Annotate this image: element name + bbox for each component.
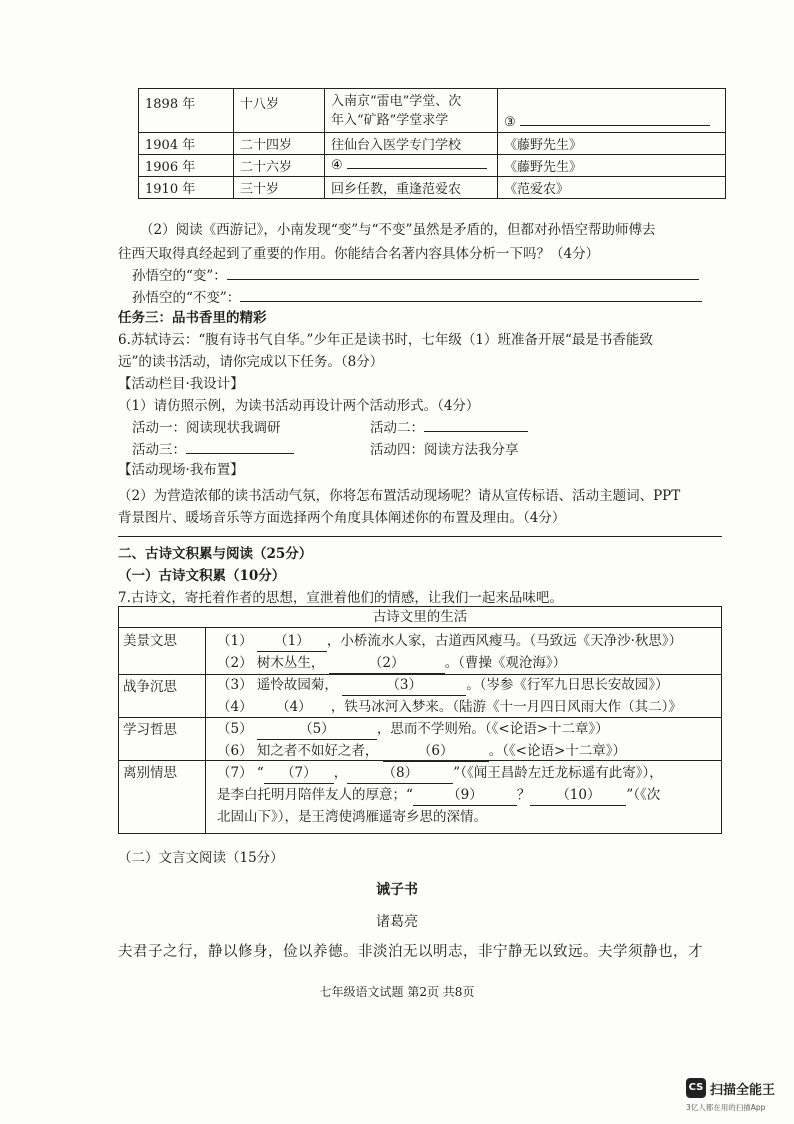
answer-blank[interactable]: （2） [329, 653, 445, 674]
watermark-tagline: 3亿人都在用的扫描App [686, 1103, 766, 1112]
blank-marker: ④ [331, 158, 343, 173]
item-number: （4） [217, 699, 253, 715]
q7-stem: 7.古诗文，寄托着作者的思想，宣泄着他们的情感，让我们一起来品味吧。 [118, 590, 563, 606]
category-farewell: 离别情思 [123, 765, 177, 781]
poem-text: （6） 知之者不如好之者， [217, 743, 379, 759]
answer-blank[interactable] [240, 301, 702, 302]
task3-title: 任务三：品书香里的精彩 [118, 310, 267, 326]
event-line: 入南京“雷电”学堂、次 [331, 93, 462, 109]
bian-label: 孙悟空的“变”： [132, 268, 227, 284]
table-row [139, 177, 726, 199]
poem-text: （3） 遥怜故园菊， [217, 677, 338, 693]
poem-line-6 [217, 741, 626, 762]
essay-line-1: 夫君子之行，静以修身，俭以养德。非淡泊无以明志，非宁静无以致远。夫学须静也，才 [118, 944, 703, 960]
age-cell: 二十六岁 [234, 155, 325, 177]
category-war: 战争沉思 [123, 679, 177, 695]
q5-2-line1: （2）阅读《西游记》，小南发现“变”与“不变”虽然是矛盾的，但都对孙悟空帮助师傅去 [140, 222, 656, 238]
answer-blank[interactable] [227, 279, 699, 280]
q6-line1: 6.苏轼诗云：“腹有诗书气自华。”少年正是读书时，七年级（1）班准备开展“最是书香能致 [118, 332, 653, 348]
answer-blank[interactable]: （10） [530, 785, 626, 806]
answer-blank[interactable]: （6） [383, 741, 489, 762]
poem-text: 。（曹操《观沧海》） [444, 655, 567, 671]
column-layout-heading: 【活动现场·我布置】 [118, 462, 244, 478]
event-cell: 往仙台入医学专门学校 [325, 133, 498, 155]
poetry-table-title: 古诗文里的生活 [119, 607, 721, 628]
category-scenery: 美景文思 [123, 633, 177, 649]
poem-text: ， [333, 765, 348, 781]
bian-answer [132, 266, 699, 286]
poem-text: 是李白托明月陪伴友人的厚意；“ [217, 787, 413, 803]
poem-line-1 [217, 631, 682, 652]
answer-blank[interactable]: （1） [257, 631, 327, 652]
poem-text: ”（《次 [626, 787, 661, 803]
poem-text: ？ [516, 787, 531, 803]
answer-blank[interactable] [520, 125, 710, 126]
answer-blank[interactable] [424, 431, 528, 432]
answer-blank[interactable]: （9） [413, 785, 517, 806]
q6-line2: 远”的读书活动，请你完成以下任务。（8分） [118, 354, 384, 370]
essay-author: 诸葛亮 [376, 914, 418, 930]
event-cell [325, 89, 498, 133]
blank-marker: ③ [504, 115, 516, 130]
item-number: （1） [217, 633, 253, 649]
poem-text: ，思而不学则殆。（《<论语>十二章》） [376, 721, 609, 737]
poem-line-7 [217, 763, 663, 784]
answer-line[interactable] [118, 536, 722, 537]
answer-blank[interactable] [347, 168, 487, 169]
year-cell: 1910 年 [139, 177, 234, 199]
column-design-heading: 【活动栏目·我设计】 [118, 376, 244, 392]
answer-blank[interactable]: （5） [257, 719, 377, 740]
item-number: （5） [217, 721, 253, 737]
section2-title: 二、古诗文积累与阅读（25分） [118, 546, 313, 562]
year-cell: 1904 年 [139, 133, 234, 155]
event-cell [325, 155, 498, 177]
category-study: 学习哲思 [123, 722, 177, 738]
activity-1: 活动一：阅读现状我调研 [132, 420, 281, 436]
q6-2-line2: 背景图片、暖场音乐等方面选择两个角度具体阐述你的布置及理由。（4分） [118, 510, 566, 526]
source-cell [498, 89, 726, 133]
poem-line-3 [217, 675, 669, 696]
activity-3-label: 活动三： [132, 442, 186, 458]
poem-line-2 [217, 653, 566, 674]
source-cell: 《范爱农》 [498, 177, 726, 199]
section2-sub1: （一）古诗文积累（10分） [118, 568, 286, 584]
poem-text: ”（《闻王昌龄左迁龙标遥有此寄》）， [453, 765, 663, 781]
essay-title: 诫子书 [376, 882, 418, 898]
watermark-brand: 扫描全能王 [710, 1083, 776, 1098]
answer-blank[interactable]: （7） [264, 763, 334, 784]
activity-4: 活动四：阅读方法我分享 [370, 442, 519, 458]
answer-blank[interactable] [186, 453, 294, 454]
poem-text: （2） 树木丛生， [217, 655, 325, 671]
q6-1: （1）请仿照示例，为读书活动再设计两个活动形式。（4分） [118, 398, 480, 414]
poem-line-8 [217, 785, 660, 806]
table-row [139, 133, 726, 155]
table-row [139, 89, 726, 133]
table-row [139, 155, 726, 177]
bubian-answer [132, 288, 702, 308]
poem-line-4 [217, 697, 682, 718]
source-cell: 《藤野先生》 [498, 133, 726, 155]
age-cell: 二十四岁 [234, 133, 325, 155]
poem-text: ，铁马冰河入梦来。（陆游《十一月四日风雨大作（其二）》 [330, 699, 682, 715]
q5-2-line2: 往西天取得真经起到了重要的作用。你能结合名著内容具体分析一下吗？（4分） [118, 246, 600, 262]
poem-line-9: 北固山下》），是王湾使鸿雁遥寄乡思的深情。 [217, 809, 487, 825]
activity-3 [132, 440, 294, 460]
poetry-table [118, 606, 722, 834]
poem-text: 。（《<论语>十二章》） [488, 743, 627, 759]
source-cell: 《藤野先生》 [498, 155, 726, 177]
page-footer: 七年级语文试题 第2页 共8页 [319, 985, 475, 999]
event-line: 年入“矿路”学堂求学 [331, 112, 449, 128]
poem-text: 。（岑参《行军九日思长安故园》） [466, 677, 669, 693]
bubian-label: 孙悟空的“不变”： [132, 290, 241, 306]
column-divider [205, 628, 206, 833]
answer-blank[interactable]: （4） [257, 697, 331, 718]
answer-blank[interactable]: （3） [342, 675, 466, 696]
year-cell: 1898 年 [139, 89, 234, 133]
poem-text: ，小桥流水人家，古道西风瘦马。（马致远《天净沙·秋思》） [326, 633, 683, 649]
q6-2-line1: （2）为营造浓郁的读书活动气氛，你将怎布置活动现场呢？请从宣传标语、活动主题词、PPT [118, 488, 681, 504]
age-cell: 三十岁 [234, 177, 325, 199]
year-cell: 1906 年 [139, 155, 234, 177]
answer-blank[interactable]: （8） [347, 763, 453, 784]
camscanner-logo-icon: CS [686, 1078, 706, 1098]
activity-2-label: 活动二： [370, 420, 424, 436]
event-cell: 回乡任教，重逢范爱农 [325, 177, 498, 199]
timeline-table [138, 88, 726, 199]
age-cell: 十八岁 [234, 89, 325, 133]
poem-text: （7） “ [217, 765, 264, 781]
activity-2 [370, 418, 528, 438]
poem-line-5 [217, 719, 609, 740]
section2-sub2: （二）文言文阅读（15分） [118, 850, 284, 866]
